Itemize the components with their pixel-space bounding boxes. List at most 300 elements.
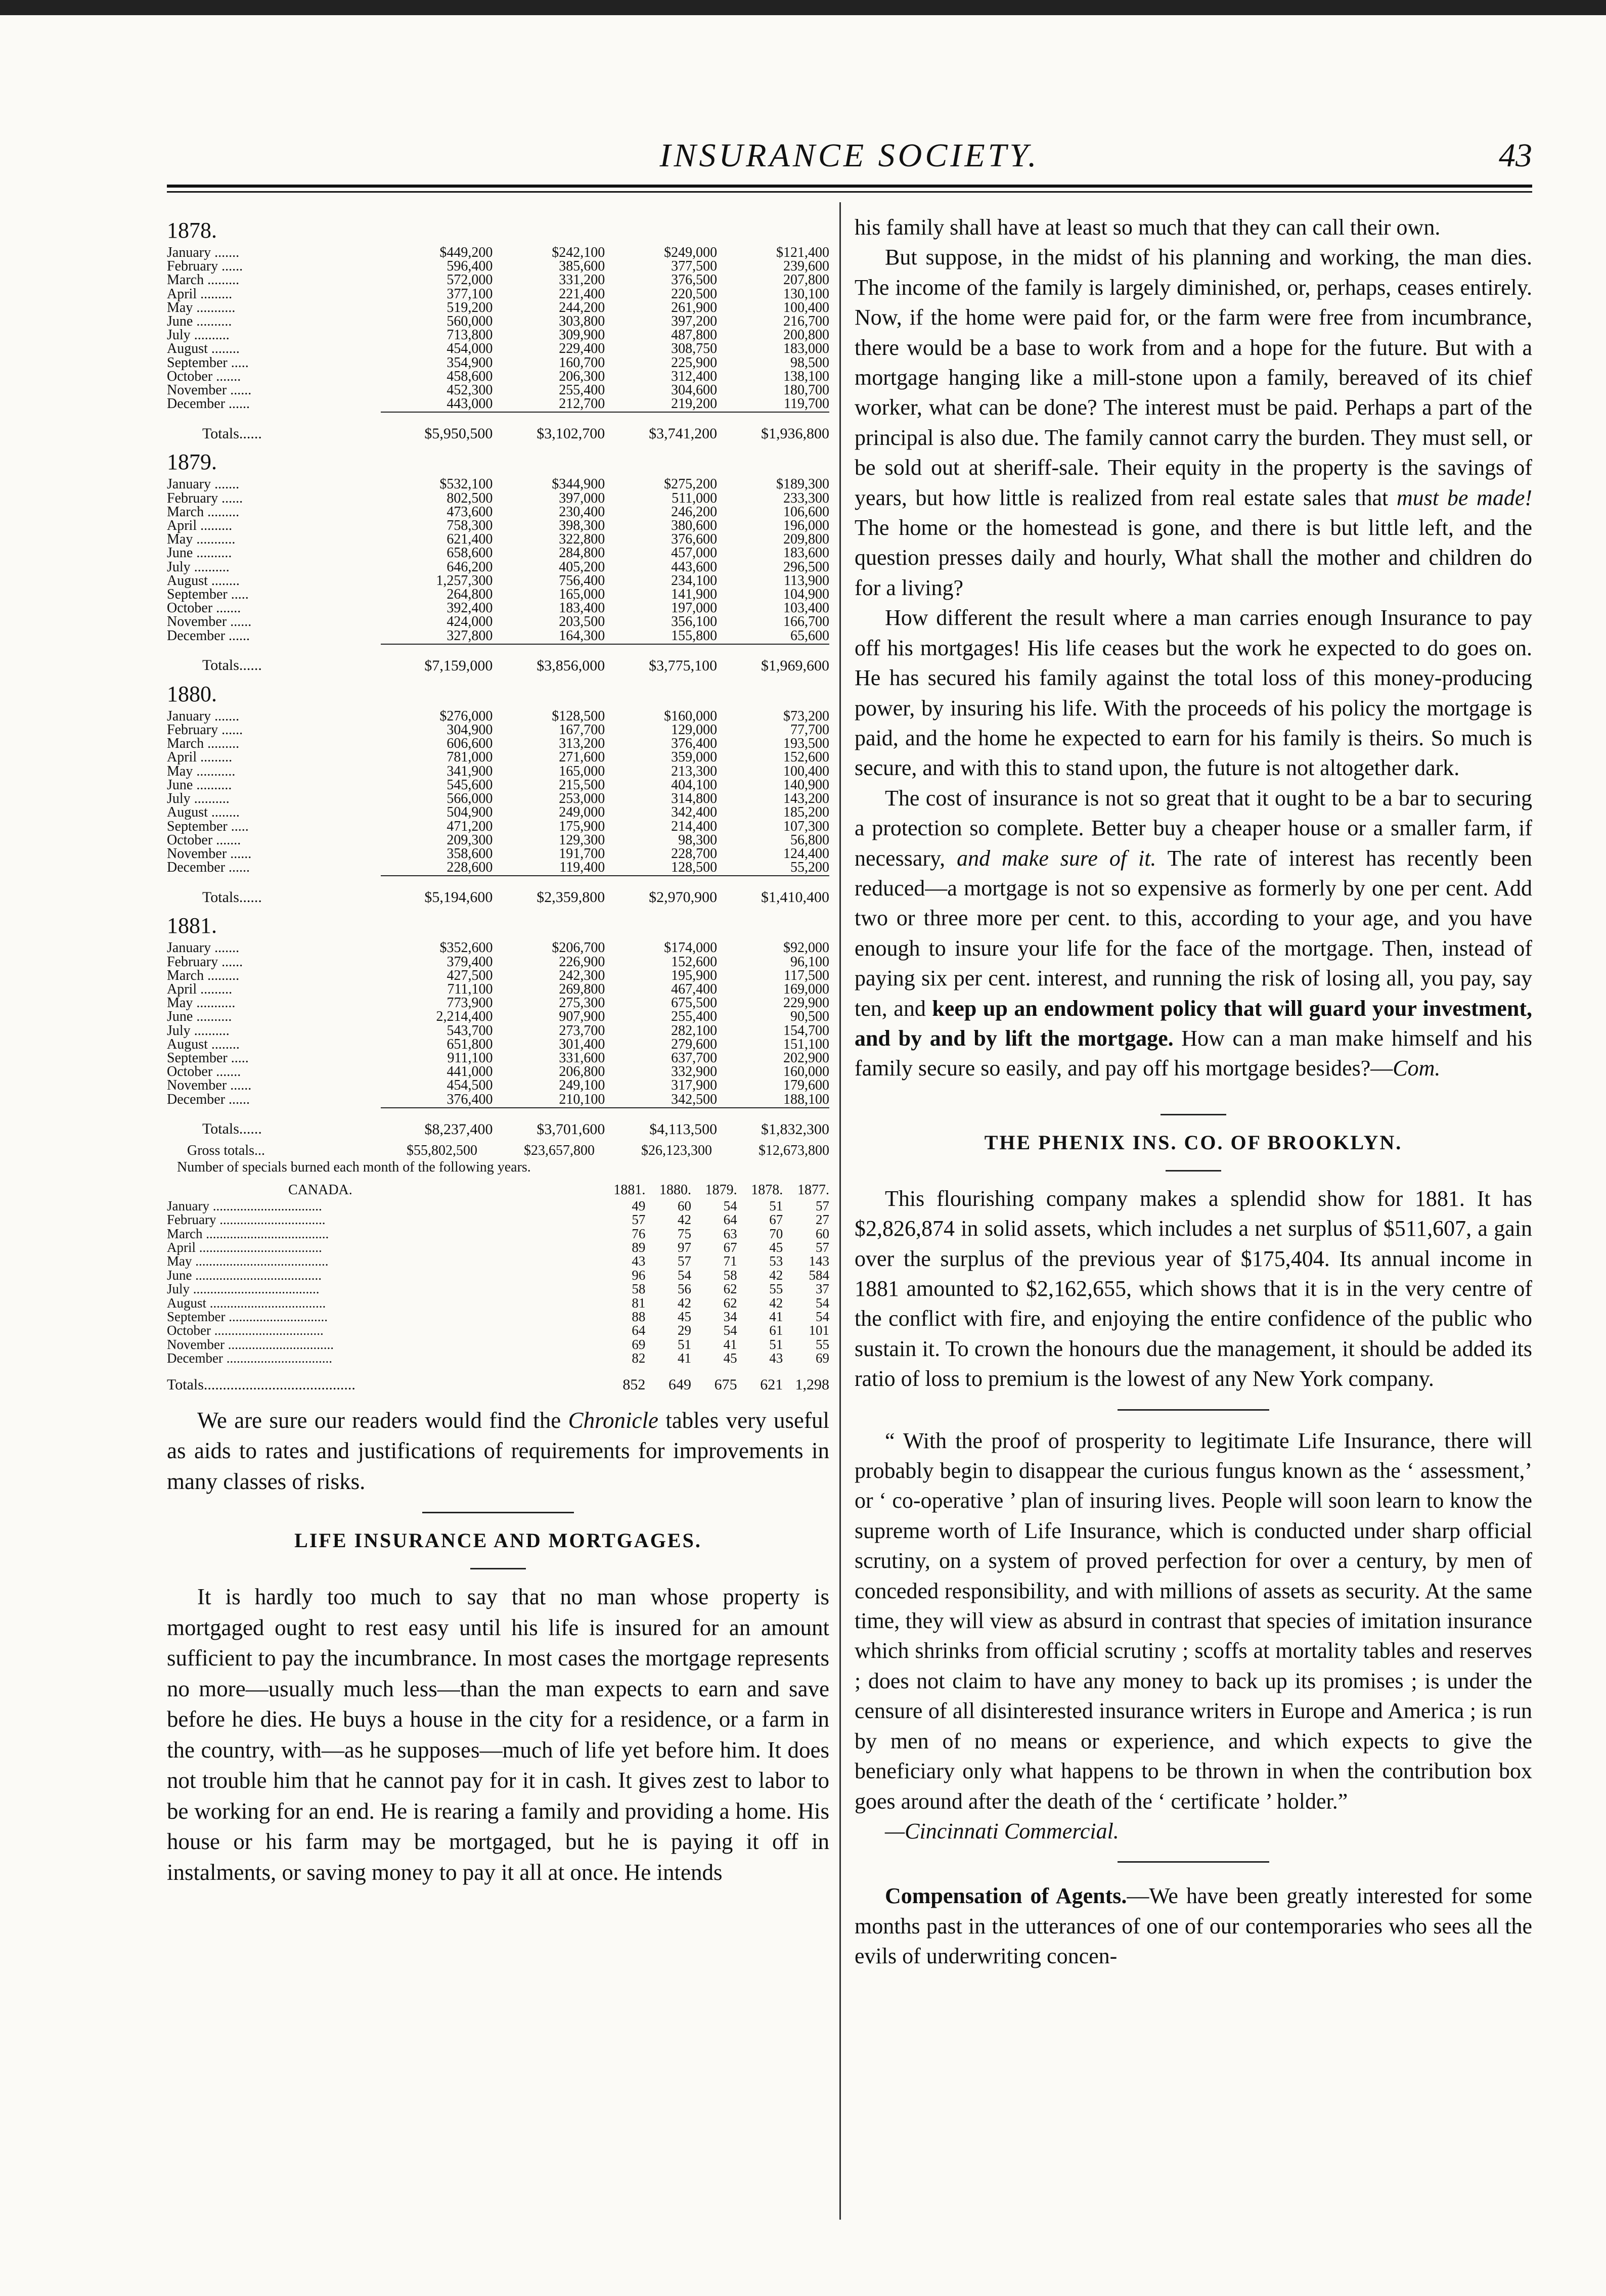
table-row — [167, 1227, 829, 1241]
table-row — [167, 1024, 829, 1038]
value-cell: 253,000 — [559, 791, 605, 807]
value-cell: 56,800 — [790, 832, 829, 848]
value-cell: 454,000 — [447, 341, 493, 357]
month-cell: November ............................... — [167, 1336, 334, 1352]
canada-table — [167, 1181, 829, 1395]
value-cell: 167,700 — [559, 722, 605, 738]
specials-caption: Number of specials burned each month of the following years. — [177, 1159, 531, 1175]
totals-value: 649 — [668, 1376, 692, 1393]
table-row — [167, 737, 829, 750]
value-cell: 397,200 — [671, 313, 718, 330]
value-cell: 129,000 — [671, 722, 718, 738]
value-cell: 242,300 — [559, 967, 605, 983]
table-row — [167, 273, 829, 287]
value-cell: 405,200 — [559, 559, 605, 575]
count-cell: 42 — [769, 1267, 783, 1283]
month-cell: April .................................... — [167, 1239, 322, 1255]
value-cell: 322,800 — [559, 531, 605, 548]
value-cell: 443,600 — [671, 559, 718, 575]
value-cell: 304,900 — [447, 722, 493, 738]
table-row — [167, 397, 829, 411]
totals-value: 852 — [622, 1376, 646, 1393]
life-mortgages-paragraph-3: How different the result where a man carries enough Insurance to pay off his mortgages! His life ceases but the work he expected to do goes on. He has secured his family against the total loss of this money-producing power, by insuring his life. With the proceeds of his policy the mortgage is paid, and the home he expected to earn for his family is theirs. So much is secure, and with this to stand upon, the future is not altogether dark. — [855, 605, 1532, 781]
value-cell: 471,200 — [447, 818, 493, 834]
value-cell: 141,900 — [671, 587, 718, 603]
header-rule-thin — [167, 191, 1532, 193]
value-cell: 282,100 — [671, 1022, 718, 1039]
value-cell: 279,600 — [671, 1036, 718, 1052]
value-cell: 209,800 — [783, 531, 829, 548]
count-cell: 64 — [723, 1212, 737, 1228]
value-cell: 314,800 — [671, 791, 718, 807]
value-cell: 197,000 — [671, 600, 718, 616]
value-cell: 130,100 — [783, 286, 829, 302]
count-cell: 34 — [723, 1309, 737, 1324]
value-cell: 183,600 — [783, 545, 829, 561]
value-cell: 519,200 — [447, 299, 493, 316]
value-cell: 255,400 — [671, 1009, 718, 1025]
table-row — [167, 792, 829, 805]
totals-value: $3,775,100 — [649, 657, 718, 674]
year-label: 1880. — [167, 681, 217, 706]
table-row — [167, 259, 829, 273]
count-cell: 53 — [769, 1253, 783, 1269]
value-cell: $189,300 — [776, 476, 829, 492]
month-cell: August ........ — [167, 1036, 240, 1052]
month-cell: March ......... — [167, 504, 240, 520]
value-cell: 313,200 — [559, 736, 605, 752]
value-cell: 377,100 — [447, 286, 493, 302]
section-rule-short — [470, 1568, 526, 1569]
count-cell: 63 — [723, 1226, 737, 1241]
table-row — [167, 301, 829, 314]
table-row — [167, 519, 829, 532]
month-cell: December ...... — [167, 1091, 250, 1107]
value-cell: 228,700 — [671, 845, 718, 862]
value-cell: 164,300 — [559, 627, 605, 644]
value-cell: 220,500 — [671, 286, 718, 302]
value-cell: $249,000 — [664, 245, 718, 260]
value-cell: 303,800 — [559, 313, 605, 330]
left-column — [167, 212, 829, 1887]
totals-label: Totals...... — [202, 425, 262, 442]
month-cell: June .......... — [167, 1009, 232, 1025]
section-rule — [422, 1512, 574, 1513]
value-cell: 151,100 — [783, 1036, 829, 1052]
gross-value: $55,802,500 — [407, 1142, 477, 1158]
month-cell: June .......... — [167, 313, 232, 330]
totals-value: $1,832,300 — [761, 1120, 829, 1138]
month-cell: May ........... — [167, 763, 236, 779]
value-cell: 244,200 — [559, 299, 605, 316]
value-cell: 424,000 — [447, 614, 493, 630]
canada-title: CANADA. — [288, 1182, 352, 1198]
value-cell: 358,600 — [447, 845, 493, 862]
table-row — [167, 1241, 829, 1254]
gross-value: $23,657,800 — [524, 1142, 595, 1158]
count-cell: 54 — [723, 1198, 737, 1213]
count-cell: 51 — [769, 1198, 783, 1213]
value-cell: 308,750 — [671, 341, 718, 357]
value-cell: 200,800 — [783, 327, 829, 343]
count-cell: 41 — [678, 1350, 692, 1366]
totals-label: Totals...... — [202, 1120, 262, 1138]
table-row — [167, 588, 829, 601]
month-cell: April ......... — [167, 286, 233, 302]
count-cell: 97 — [678, 1239, 692, 1255]
count-cell: 41 — [769, 1309, 783, 1324]
month-cell: July .......... — [167, 559, 230, 575]
totals-value: $3,701,600 — [537, 1120, 605, 1138]
value-cell: 376,400 — [671, 736, 718, 752]
value-cell: 802,500 — [447, 490, 493, 506]
table-row — [167, 1296, 829, 1310]
month-cell: September ............................. — [167, 1309, 328, 1324]
table-row — [167, 1310, 829, 1324]
count-cell: 57 — [816, 1198, 829, 1213]
value-cell: $276,000 — [439, 708, 493, 724]
value-cell: 317,900 — [671, 1077, 718, 1094]
count-cell: 54 — [816, 1309, 829, 1324]
life-mortgages-paragraph-4: The cost of insurance is not so great that it ought to be a bar to securing a protection so complete. Better buy a cheaper house or a smaller farm, if necessary, and make sure of it. The rate of interest has recently been reduced—a mortgage is not so expensive as formerly by one per cent. Add two or three more per cent. to this, according to your age, and you have enough to insure your life for the face of the mortgage. Then, instead of paying six per cent. interest, and running the risk of losing all, you pay, say ten, and keep up an endowment policy that will guard your investment, and by and by lift the mortgage. How can a man make himself and his family secure so easily, and pay off his mortgage besides?—Com. — [855, 785, 1533, 1081]
section-rule-short — [1166, 1170, 1221, 1172]
table-row — [167, 601, 829, 615]
totals-row — [167, 644, 829, 676]
count-cell: 96 — [632, 1267, 646, 1283]
totals-label: Totals...... — [202, 888, 262, 906]
table-row — [167, 805, 829, 819]
month-cell: October ....... — [167, 1064, 241, 1080]
totals-row — [167, 876, 829, 908]
month-cell: August ........ — [167, 341, 240, 357]
month-cell: September ..... — [167, 587, 249, 603]
section-rule — [1118, 1861, 1269, 1863]
value-cell: 545,600 — [447, 777, 493, 793]
value-cell: 301,400 — [559, 1036, 605, 1052]
count-cell: 42 — [678, 1295, 692, 1311]
value-cell: 356,100 — [671, 614, 718, 630]
value-cell: $160,000 — [664, 708, 718, 724]
value-cell: 169,000 — [783, 981, 829, 997]
value-cell: 275,300 — [559, 995, 605, 1011]
count-cell: 82 — [632, 1350, 646, 1366]
value-cell: 385,600 — [559, 258, 605, 275]
value-cell: $128,500 — [552, 708, 605, 724]
month-cell: October ....... — [167, 600, 241, 616]
value-cell: 255,400 — [559, 382, 605, 398]
table-row — [167, 287, 829, 301]
value-cell: 341,900 — [447, 763, 493, 779]
value-cell: 271,600 — [559, 749, 605, 766]
value-cell: 376,500 — [671, 272, 718, 288]
value-cell: 210,100 — [559, 1091, 605, 1107]
totals-value: 1,298 — [795, 1376, 829, 1393]
value-cell: 179,600 — [783, 1077, 829, 1094]
year-table — [167, 709, 829, 908]
value-cell: $532,100 — [439, 476, 493, 492]
value-cell: 651,800 — [447, 1036, 493, 1052]
value-cell: 128,500 — [671, 860, 718, 876]
table-row — [167, 314, 829, 328]
value-cell: 226,900 — [559, 954, 605, 970]
year-label: 1881. — [167, 913, 217, 938]
table-row — [167, 1051, 829, 1065]
value-cell: 209,300 — [447, 832, 493, 848]
value-cell: 152,600 — [671, 954, 718, 970]
value-cell: 216,700 — [783, 313, 829, 330]
count-cell: 41 — [723, 1336, 737, 1352]
cincinnati-source: —Cincinnati Commercial. — [885, 1818, 1119, 1843]
value-cell: 249,100 — [559, 1077, 605, 1094]
value-cell: 621,400 — [447, 531, 493, 548]
value-cell: $174,000 — [664, 940, 718, 956]
value-cell: 228,600 — [447, 860, 493, 876]
month-cell: June ..................................... — [167, 1267, 322, 1283]
gross-totals-table — [167, 1143, 829, 1159]
totals-value: $7,159,000 — [424, 657, 493, 674]
month-cell: September ..... — [167, 1050, 249, 1066]
table-row — [167, 1199, 829, 1213]
value-cell: 233,300 — [783, 490, 829, 506]
month-cell: October ....... — [167, 832, 241, 848]
value-cell: 359,000 — [671, 749, 718, 766]
count-cell: 101 — [809, 1323, 829, 1338]
count-cell: 27 — [816, 1212, 829, 1228]
value-cell: 77,700 — [790, 722, 829, 738]
month-cell: July .......... — [167, 327, 230, 343]
table-row — [167, 1282, 829, 1296]
table-row — [167, 969, 829, 982]
value-cell: 467,400 — [671, 981, 718, 997]
table-row — [167, 491, 829, 505]
count-cell: 67 — [723, 1239, 737, 1255]
year-table — [167, 246, 829, 444]
value-cell: $344,900 — [552, 476, 605, 492]
value-cell: 246,200 — [671, 504, 718, 520]
value-cell: 206,800 — [559, 1064, 605, 1080]
count-cell: 51 — [678, 1336, 692, 1352]
fire-loss-tables — [167, 215, 829, 1140]
count-cell: 60 — [678, 1198, 692, 1213]
value-cell: 117,500 — [784, 967, 829, 983]
month-cell: August ........ — [167, 572, 240, 589]
value-cell: 1,257,300 — [436, 572, 493, 589]
year-table — [167, 477, 829, 676]
value-cell: 376,600 — [671, 531, 718, 548]
table-row — [167, 982, 829, 996]
table-row — [167, 574, 829, 588]
value-cell: 637,700 — [671, 1050, 718, 1066]
month-cell: March ......... — [167, 967, 240, 983]
section-rule-short — [1161, 1114, 1226, 1115]
value-cell: 229,400 — [559, 341, 605, 357]
value-cell: 55,200 — [790, 860, 829, 876]
value-cell: 454,500 — [447, 1077, 493, 1094]
table-row — [167, 1093, 829, 1106]
table-row — [167, 629, 829, 643]
table-row — [167, 764, 829, 778]
value-cell: 377,500 — [671, 258, 718, 275]
gross-value: $26,123,300 — [641, 1142, 712, 1158]
count-cell: 76 — [632, 1226, 646, 1241]
page-number: 43 — [1499, 137, 1532, 174]
right-column — [855, 212, 1532, 1971]
table-row — [167, 723, 829, 737]
month-cell: June .......... — [167, 545, 232, 561]
value-cell: 152,600 — [783, 749, 829, 766]
value-cell: 119,700 — [784, 396, 829, 412]
value-cell: 98,500 — [790, 354, 829, 371]
count-cell: 89 — [632, 1239, 646, 1255]
value-cell: 175,900 — [559, 818, 605, 834]
table-row — [167, 1213, 829, 1227]
month-cell: February ...... — [167, 954, 243, 970]
table-row — [167, 356, 829, 370]
value-cell: 354,900 — [447, 354, 493, 371]
count-cell: 42 — [769, 1295, 783, 1311]
totals-value: $8,237,400 — [424, 1120, 493, 1138]
table-row — [167, 246, 829, 259]
totals-label: Totals........................................ — [167, 1376, 355, 1393]
totals-row — [167, 412, 829, 444]
canada-header-row — [167, 1181, 829, 1199]
table-row — [167, 505, 829, 519]
totals-value: $3,102,700 — [537, 425, 605, 442]
month-cell: March ......... — [167, 736, 240, 752]
totals-value: $3,741,200 — [649, 425, 718, 442]
table-row — [167, 1324, 829, 1337]
value-cell: 119,400 — [559, 860, 605, 876]
month-cell: February ............................... — [167, 1212, 326, 1228]
value-cell: 166,700 — [783, 614, 829, 630]
value-cell: 711,100 — [447, 981, 493, 997]
value-cell: 103,400 — [783, 600, 829, 616]
month-cell: July .......... — [167, 791, 230, 807]
table-row — [167, 861, 829, 874]
value-cell: 441,000 — [447, 1064, 493, 1080]
life-mortgages-paragraph-1-cont: his family shall have at least so much that they can call their own. — [855, 215, 1441, 240]
table-row — [167, 1038, 829, 1051]
count-cell: 55 — [769, 1281, 783, 1297]
value-cell: 261,900 — [671, 299, 718, 316]
value-cell: 304,600 — [671, 382, 718, 398]
table-row — [167, 778, 829, 792]
value-cell: 911,100 — [447, 1050, 493, 1066]
value-cell: $121,400 — [776, 245, 829, 260]
month-cell: February ...... — [167, 722, 243, 738]
value-cell: 202,900 — [783, 1050, 829, 1066]
table-row — [167, 328, 829, 342]
month-cell: May ....................................... — [167, 1253, 329, 1269]
value-cell: 214,400 — [671, 818, 718, 834]
value-cell: 98,300 — [678, 832, 718, 848]
value-cell: 234,100 — [671, 572, 718, 589]
table-row — [167, 370, 829, 383]
year-block — [167, 215, 829, 444]
value-cell: $275,200 — [664, 476, 718, 492]
count-cell: 54 — [678, 1267, 692, 1283]
value-cell: 229,900 — [783, 995, 829, 1011]
table-row — [167, 477, 829, 491]
totals-row — [167, 1366, 829, 1395]
canada-year-header: 1878. — [751, 1182, 783, 1198]
totals-value: $5,950,500 — [424, 425, 493, 442]
table-row — [167, 1078, 829, 1092]
count-cell: 54 — [816, 1295, 829, 1311]
canada-year-header: 1879. — [705, 1182, 737, 1198]
value-cell: 239,600 — [783, 258, 829, 275]
value-cell: 225,900 — [671, 354, 718, 371]
section-rule — [1118, 1409, 1269, 1411]
value-cell: 543,700 — [447, 1022, 493, 1039]
value-cell: 165,000 — [559, 587, 605, 603]
year-block — [167, 911, 829, 1139]
life-mortgages-paragraph-2: But suppose, in the midst of his planning and working, the man dies. The income of the family is largely diminished, or, perhaps, ceases entirely. Now, if the home were paid for, or the farm were free from incumbrance, there would be a base to work from and a hope for the future. But with a mortgage hanging like a mill-stone upon a family, bereaved of its chief worker, what can be done? The interest must be paid. Perhaps a part of the principal is also due. The family cannot carry the burden. They must sell, or be sold out at sheriff-sale. Their equity in the property is the savings of years, but how little is realized from real estate sales that must be made! The home or the homestead is gone, and there is but little left, and the question presses daily and hourly, What shall the mother and children do for a living? — [855, 245, 1533, 600]
value-cell: 296,500 — [783, 559, 829, 575]
value-cell: 207,800 — [783, 272, 829, 288]
value-cell: $242,100 — [552, 245, 605, 260]
value-cell: 309,900 — [559, 327, 605, 343]
value-cell: 90,500 — [790, 1009, 829, 1025]
totals-value: $3,856,000 — [537, 657, 605, 674]
month-cell: December ...... — [167, 627, 250, 644]
table-row — [167, 1065, 829, 1078]
canada-year-header: 1881. — [613, 1182, 646, 1198]
count-cell: 81 — [632, 1295, 646, 1311]
gross-value: $12,673,800 — [759, 1142, 829, 1158]
year-table — [167, 941, 829, 1139]
count-cell: 69 — [632, 1336, 646, 1352]
value-cell: $449,200 — [439, 245, 493, 260]
value-cell: 675,500 — [671, 995, 718, 1011]
count-cell: 88 — [632, 1309, 646, 1324]
value-cell: 180,700 — [783, 382, 829, 398]
top-border — [0, 0, 1606, 15]
gross-label: Gross totals... — [187, 1142, 265, 1158]
value-cell: 107,300 — [783, 818, 829, 834]
value-cell: 2,214,400 — [436, 1009, 493, 1025]
value-cell: 100,400 — [783, 763, 829, 779]
value-cell: 284,800 — [559, 545, 605, 561]
month-cell: May ........... — [167, 531, 236, 548]
table-row — [167, 1338, 829, 1352]
count-cell: 29 — [678, 1323, 692, 1338]
year-block — [167, 679, 829, 908]
count-cell: 71 — [723, 1253, 737, 1269]
table-row — [167, 383, 829, 397]
value-cell: 380,600 — [671, 518, 718, 534]
month-cell: March .................................... — [167, 1226, 329, 1241]
table-row — [167, 709, 829, 723]
month-cell: May ........... — [167, 299, 236, 316]
month-cell: January ....... — [167, 245, 240, 260]
header-rule — [167, 185, 1532, 188]
totals-value: $2,359,800 — [537, 889, 605, 906]
month-cell: February ...... — [167, 258, 243, 275]
value-cell: 154,700 — [783, 1022, 829, 1039]
count-cell: 75 — [678, 1226, 692, 1241]
count-cell: 62 — [723, 1281, 737, 1297]
value-cell: 566,000 — [447, 791, 493, 807]
value-cell: 392,400 — [447, 600, 493, 616]
value-cell: 758,300 — [447, 518, 493, 534]
value-cell: 606,600 — [447, 736, 493, 752]
table-row — [167, 955, 829, 969]
value-cell: 221,400 — [559, 286, 605, 302]
count-cell: 70 — [769, 1226, 783, 1241]
count-cell: 60 — [816, 1226, 829, 1241]
month-cell: November ...... — [167, 1077, 252, 1094]
